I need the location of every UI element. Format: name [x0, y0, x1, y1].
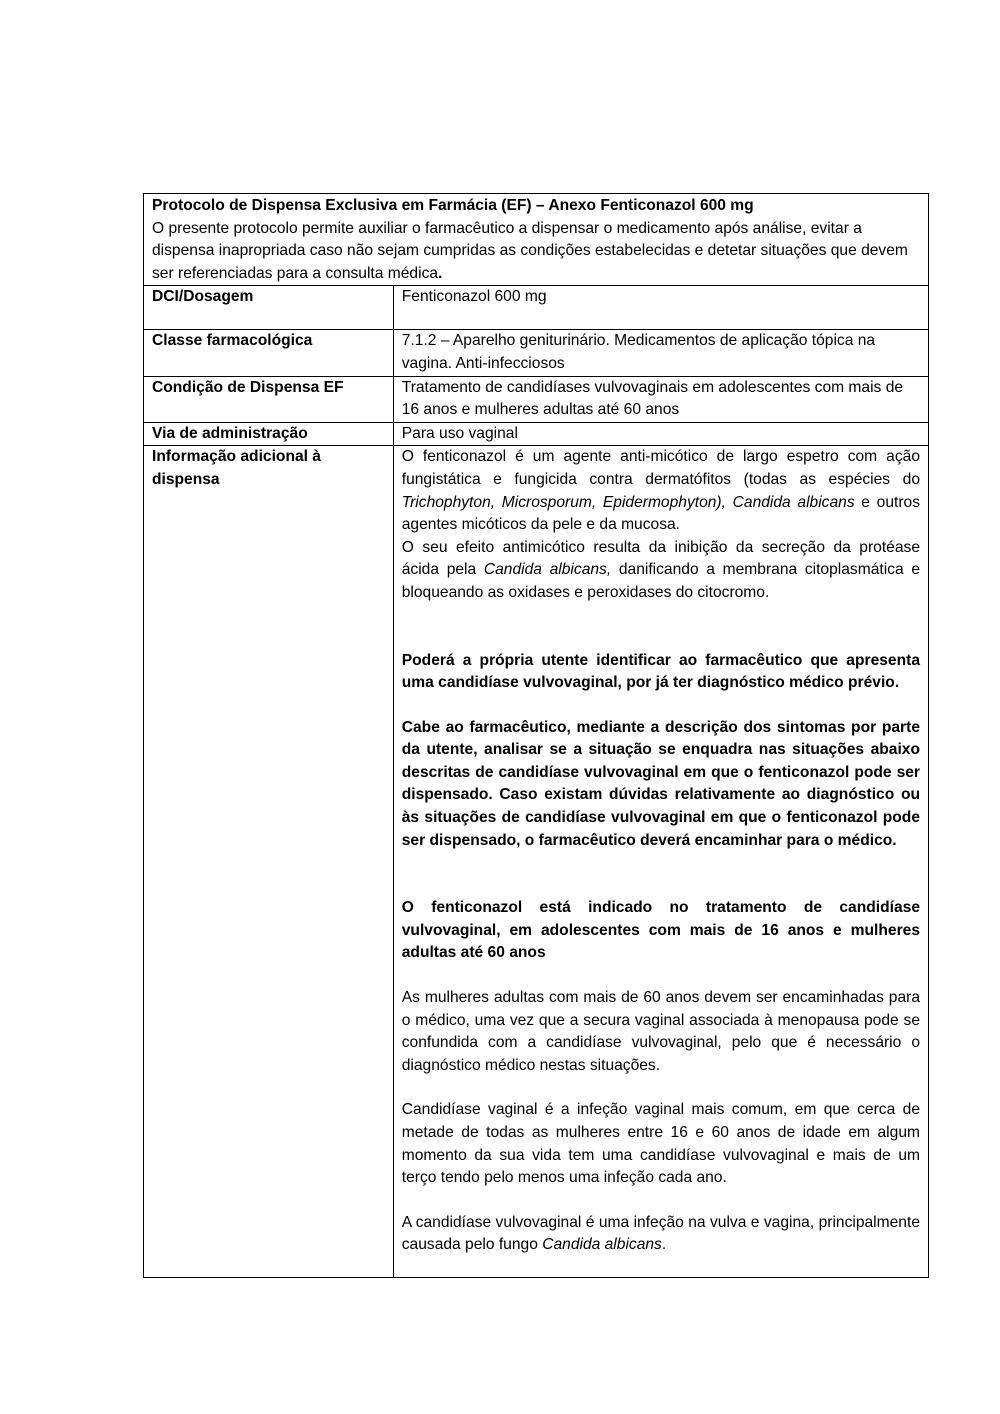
info-bold-indication: O fenticonazol está indicado no tratamento de candidíase vulvovaginal, em adolescentes com mais de 16 anos e mulheres adultas até 60 anos	[401, 899, 920, 962]
spacer	[402, 605, 920, 650]
spacer	[402, 1190, 920, 1212]
label-informacao-adicional: Informação adicional à dispensa	[144, 446, 394, 1278]
label-via-administracao: Via de administração	[144, 422, 394, 446]
info-bold-pharmacist-role: Cabe ao farmacêutico, mediante a descrição dos sintomas por parte da utente, analisar se a situação se enquadra nas situações abaixo descritas de candidíase vulvovaginal em que o fenticonazol pode ser dispensado. Caso existam dúvidas relativamente ao diagnóstico ou às situações de candidíase vulvovaginal em que o fenticonazol pode ser dispensado, o farmacêutico deverá encaminhar para o médico.	[401, 718, 920, 849]
value-via-administracao: Para uso vaginal	[393, 422, 928, 446]
info-p5-text-a: A candidíase vulvovaginal é uma infeção na vulva e vagina, principalmente causada pelo fungo	[401, 1213, 920, 1254]
header-cell	[144, 194, 929, 286]
spacer	[402, 695, 920, 717]
protocol-title: Protocolo de Dispensa Exclusiva em Farmácia (EF) – Anexo Fenticonazol 600 mg	[152, 197, 754, 214]
info-p2-text-a: O seu efeito antimicótico resulta da inibição da secreção da protéase ácida pela	[401, 538, 920, 579]
row-condicao-dispensa	[144, 376, 929, 422]
protocol-table	[143, 193, 929, 1278]
row-dci-dosagem	[144, 286, 929, 330]
protocol-intro	[152, 218, 920, 286]
info-p5-species: Candida albicans	[542, 1236, 662, 1254]
label-condicao-dispensa: Condição de Dispensa EF	[144, 376, 394, 422]
info-paragraph-prevalence: Candidíase vaginal é a infeção vaginal mais comum, em que cerca de metade de todas as mulheres entre 16 e 60 anos de idade em algum momento da sua vida tem uma candidíase vulvovaginal e mais de um terço tendo pelo menos uma infeção cada ano.	[401, 1101, 920, 1187]
protocol-intro-end: .	[438, 264, 443, 282]
info-p2-text-b: danificando a membrana citoplasmática e bloqueando as oxidases e peroxidases do citocromo.	[401, 561, 920, 601]
protocol-intro-text: O presente protocolo permite auxiliar o farmacêutico a dispensar o medicamento após análise, evitar a dispensa inapropriada caso não sejam cumpridas as condições estabelecidas e detetar situações que devem ser referenciadas para a consulta médica	[152, 219, 908, 282]
info-p2-species: Candida albicans,	[483, 561, 612, 579]
info-bold-self-identification: Poderá a própria utente identificar ao farmacêutico que apresenta uma candidíase vulvovaginal, por já ter diagnóstico médico prévio.	[401, 651, 920, 692]
value-informacao-adicional	[393, 446, 928, 1278]
spacer	[402, 1077, 920, 1099]
info-paragraph-definition	[402, 1212, 920, 1257]
info-paragraph-over-60: As mulheres adultas com mais de 60 anos devem ser encaminhadas para o médico, uma vez que a secura vaginal associada à menopausa pode se confundida com a candidíase vulvovaginal, pelo que é necessário o diagnóstico médico nestas situações.	[401, 989, 920, 1074]
value-dci-dosagem: Fenticonazol 600 mg	[393, 286, 928, 330]
info-paragraph-effect	[402, 537, 920, 605]
info-paragraph-mechanism	[402, 446, 920, 536]
spacer	[402, 965, 920, 987]
row-informacao-adicional	[144, 446, 929, 1278]
row-classe-farmacologica	[144, 330, 929, 376]
header-row	[144, 194, 929, 286]
info-p1-text-a: O fenticonazol é um agente anti-micótico de largo espetro com ação fungistática e fungicida contra dermatófitos (todas as espécies do	[401, 448, 920, 488]
value-condicao-dispensa: Tratamento de candidíases vulvovaginais em adolescentes com mais de 16 anos e mulheres adultas até 60 anos	[393, 376, 928, 422]
value-classe-farmacologica: 7.1.2 – Aparelho geniturinário. Medicamentos de aplicação tópica na vagina. Anti-infecciosos	[393, 330, 928, 376]
spacer	[402, 852, 920, 897]
info-p5-text-b: .	[661, 1236, 667, 1254]
info-p1-species: Trichophyton, Microsporum, Epidermophyton), Candida albicans	[401, 493, 855, 511]
label-dci-dosagem: DCI/Dosagem	[144, 286, 394, 330]
info-p1-text-b: e outros agentes micóticos da pele e da mucosa.	[401, 493, 920, 534]
label-classe-farmacologica: Classe farmacológica	[144, 330, 394, 376]
row-via-administracao	[144, 422, 929, 446]
